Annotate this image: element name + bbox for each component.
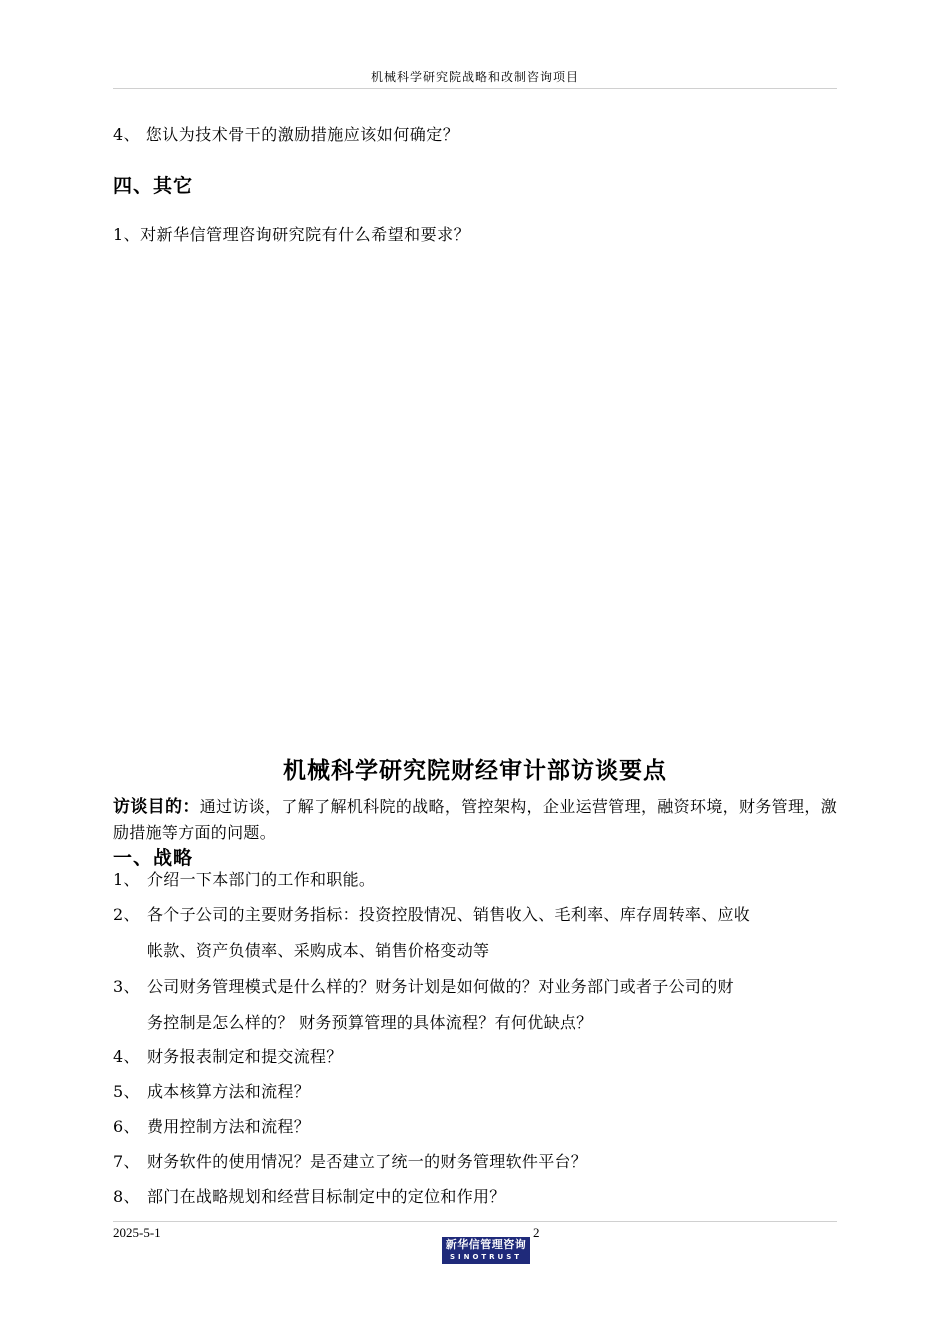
- item-number: 1、: [113, 870, 140, 889]
- list-item: [113, 969, 837, 1041]
- item-text: 公司财务管理模式是什么样的？财务计划是如何做的？对业务部门或者子公司的财: [147, 977, 734, 996]
- footer-date: 2025-5-1: [113, 1225, 161, 1240]
- footer-divider: [113, 1221, 837, 1222]
- item-text-continued: 务控制是怎么样的？ 财务预算管理的具体流程？有何优缺点？: [147, 1013, 593, 1032]
- item-number: 7、: [113, 1152, 140, 1171]
- item-number: 5、: [113, 1082, 140, 1101]
- item-number: 6、: [113, 1117, 140, 1136]
- interview-purpose: [113, 794, 837, 845]
- logo-english-text: SINOTRUST: [449, 1253, 523, 1261]
- section-1-heading: 一、战略: [113, 847, 194, 869]
- purpose-text: 通过访谈，了解了解机科院的战略，管控架构，企业运营管理，融资环境，财务管理，激励措施等方面的问题。: [113, 797, 838, 842]
- list-item: [113, 1074, 837, 1110]
- item-text: 财务软件的使用情况？是否建立了统一的财务管理软件平台？: [147, 1152, 588, 1171]
- item-number: 3、: [113, 977, 140, 996]
- list-item: [113, 1144, 837, 1180]
- item-text: 财务报表制定和提交流程？: [147, 1047, 343, 1066]
- purpose-label: 访谈目的：: [113, 797, 200, 817]
- item-text: 各个子公司的主要财务指标：投资控股情况、销售收入、毛利率、库存周转率、应收: [147, 905, 751, 924]
- list-item: [113, 1109, 837, 1145]
- item-text-continued: 帐款、资产负债率、采购成本、销售价格变动等: [147, 941, 490, 960]
- item-text: 部门在战略规划和经营目标制定中的定位和作用？: [147, 1187, 506, 1206]
- list-item: [113, 897, 837, 969]
- header-divider: [113, 88, 837, 89]
- item-text: 成本核算方法和流程？: [147, 1082, 311, 1101]
- document-title: 机械科学研究院财经审计部访谈要点: [283, 757, 667, 784]
- question-1-expectations: 1、对新华信管理咨询研究院有什么希望和要求？: [113, 225, 471, 244]
- question-4-incentive: 4、 您认为技术骨干的激励措施应该如何确定？: [113, 125, 460, 144]
- list-item: [113, 862, 837, 898]
- item-text: 费用控制方法和流程？: [147, 1117, 311, 1136]
- item-number: 4、: [113, 1047, 140, 1066]
- sinotrust-logo: [442, 1237, 530, 1264]
- list-item: [113, 1039, 837, 1075]
- section-4-heading: 四、其它: [113, 175, 194, 197]
- item-number: 2、: [113, 905, 140, 924]
- list-item: [113, 1179, 837, 1215]
- item-text: 介绍一下本部门的工作和职能。: [147, 870, 376, 889]
- running-header: 机械科学研究院战略和改制咨询项目: [370, 70, 579, 84]
- item-number: 8、: [113, 1187, 140, 1206]
- page-number: 2: [533, 1225, 540, 1240]
- logo-chinese-text: 新华信管理咨询: [445, 1238, 527, 1251]
